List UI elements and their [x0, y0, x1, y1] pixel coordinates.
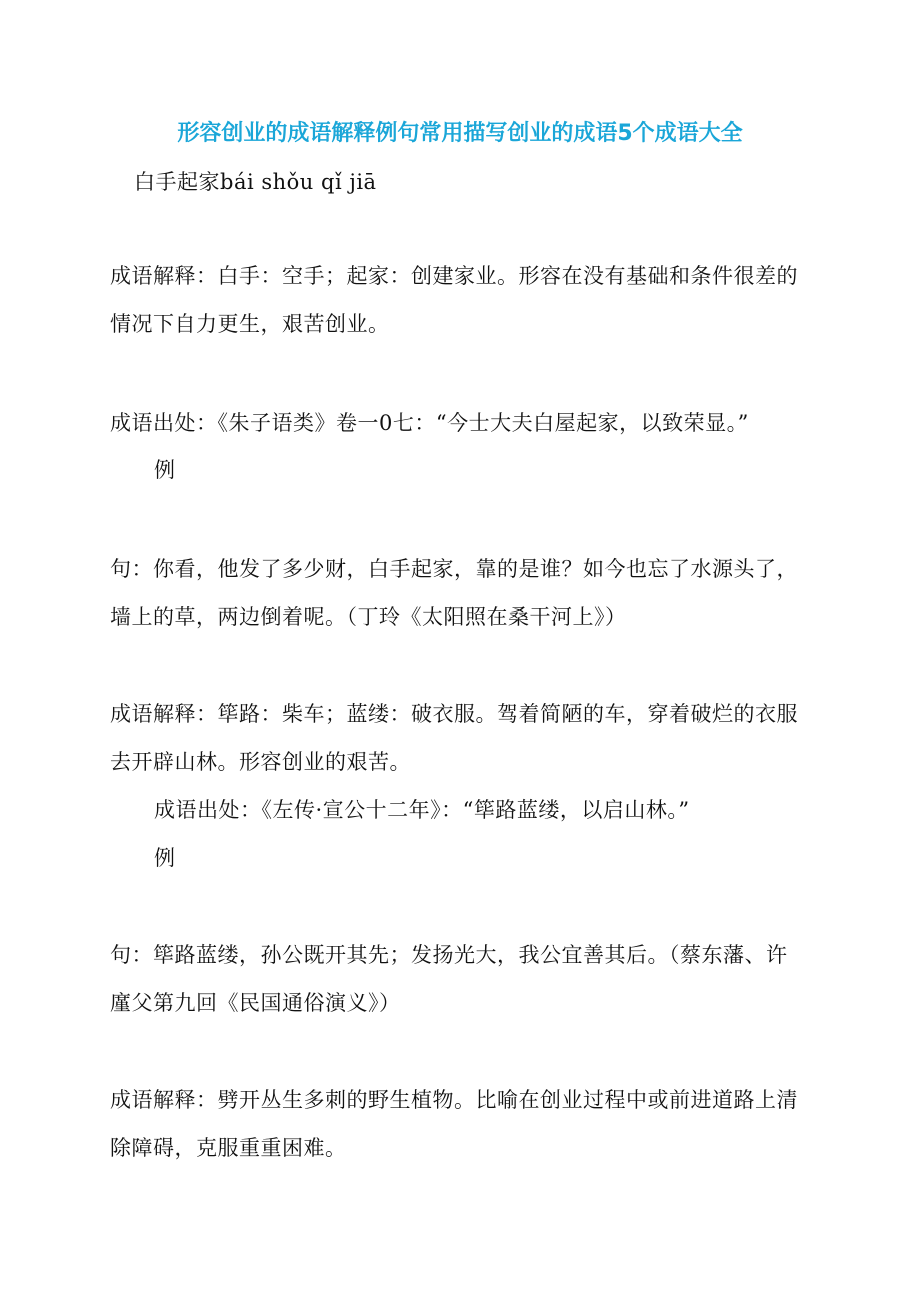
paragraph-line: 句：你看，他发了多少财，白手起家，靠的是谁？如今也忘了水源头了， [110, 557, 798, 581]
paragraph-line: 成语出处：《左传·宣公十二年》：“筚路蓝缕，以启山林。” [154, 798, 690, 822]
paragraph-line: 情况下自力更生，艰苦创业。 [110, 312, 390, 336]
paragraph-line: 例 [154, 458, 176, 482]
paragraph-line: 例 [154, 846, 176, 870]
paragraph-line: 除障碍，克服重重困难。 [110, 1136, 347, 1160]
paragraph-line: 句：筚路蓝缕，孙公既开其先；发扬光大，我公宜善其后。（蔡东藩、许 [110, 943, 788, 967]
document-title: 形容创业的成语解释例句常用描写创业的成语5个成语大全 [177, 121, 743, 146]
paragraph-line: 去开辟山林。形容创业的艰苦。 [110, 750, 411, 774]
paragraph-line: 墙上的草，两边倒着呢。（丁玲《太阳照在桑干河上》） [110, 605, 627, 629]
paragraph-line: 廑父第九回《民国通俗演义》） [110, 991, 401, 1015]
paragraph-line: 成语解释：筚路：柴车；蓝缕：破衣服。驾着简陋的车，穿着破烂的衣服 [110, 702, 798, 726]
paragraph-line: 成语解释：劈开丛生多刺的野生植物。比喻在创业过程中或前进道路上清 [110, 1088, 798, 1112]
idiom-pinyin-heading: 白手起家bái shǒu qǐ jiā [134, 170, 377, 194]
paragraph-line: 成语解释：白手：空手；起家：创建家业。形容在没有基础和条件很差的 [110, 264, 798, 288]
paragraph-line: 成语出处：《朱子语类》卷一0七：“今士大夫白屋起家，以致荣显。” [110, 411, 749, 435]
